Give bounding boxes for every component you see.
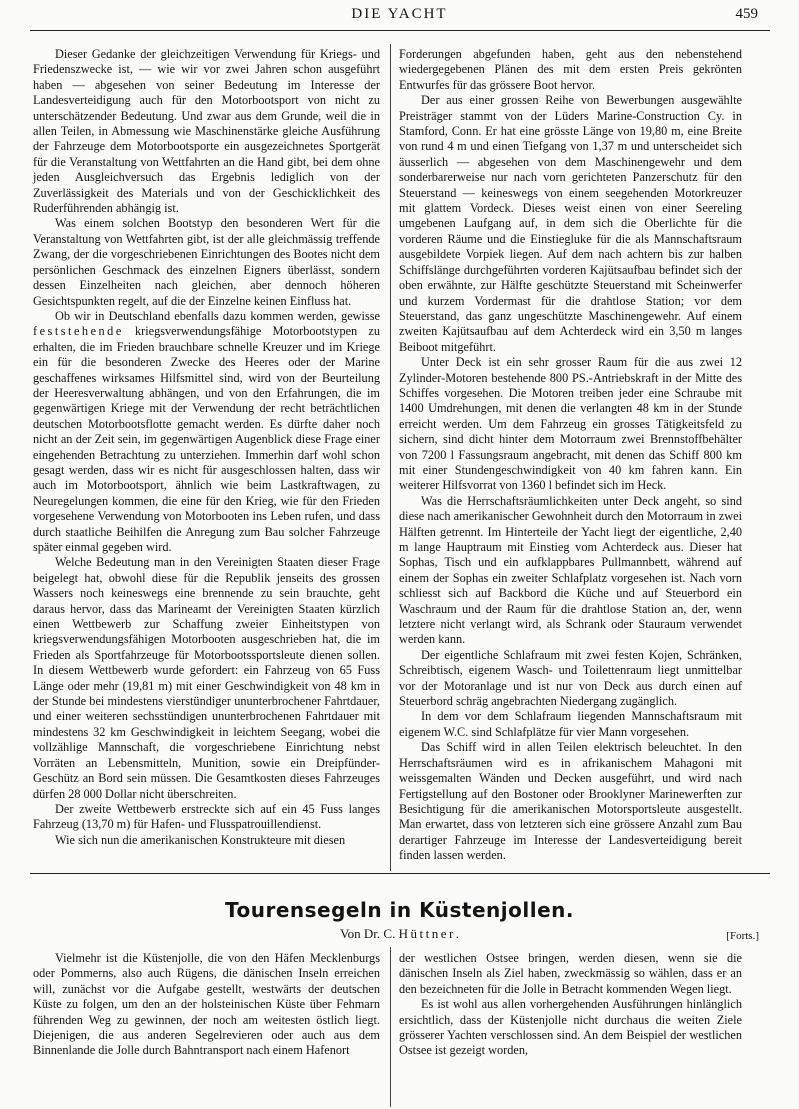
paragraph: In dem vor dem Schlafraum liegenden Mannschaftsraum mit eigenem W.C. sind Schlafplätze für vier Mann vorgesehen. [399,709,742,739]
text-run: Ob wir in Deutschland ebenfalls dazu kommen werden, gewisse [55,308,380,323]
paragraph: Der eigentliche Schlafraum mit zwei festen Kojen, Schränken, Schreibtisch, eigenem Wasch- und Toilettenraum liegt unmittelbar vor der Motoranlage und ist nur von Deck aus durch einen auf Steuerbord schräg angebrachten Niedergang zugänglich. [399,647,742,709]
paragraph: Forderungen abgefunden haben, geht aus den nebenstehend wiedergegebenen Plänen des mit dem ersten Preis gekrönten Entwurfes für das grössere Boot hervor. [399,47,742,92]
article1-left-column [33,47,380,848]
paragraph [33,309,380,556]
byline [0,926,799,942]
paragraph: Unter Deck ist ein sehr grosser Raum für die aus zwei 12 Zylinder-Motoren bestehende 800 PS.-Antriebskraft in der Mitte des Schiffes vorgesehen. Die Motoren treiben jeder eine Schraube mit 1400 Umdrehungen, mit denen die verlangten 48 km in der Stunde erreicht werden. Um dem Fahrzeug ein grosses Tätigkeitsfeld zu sichern, sind dicht hinter dem Motorraum zwei Brennstoffbehälter von 7200 l Fassungsraum angebracht, mit denen das Schiff 800 km mit einer Stundengeschwindigkeit von 40 km fahren kann. Ein weiterer Hilfsvorrat von 1360 l befindet sich im Heck. [399,355,742,493]
article2-right-column [399,951,742,1059]
spaced-emphasis: feststehende [33,324,124,339]
paragraph: Das Schiff wird in allen Teilen elektrisch beleuchtet. In den Herrschaftsräumen wird es in afrikanischem Mahagoni mit weissgemalten Wänden und Decken ausgeführt, und wird nach Fertigstellung auf den Bostoner oder Brooklyner Marinewerften zur Besichtigung für die amerikanischen Motorsportsleute ausgestellt. Man erwartet, dass von letzteren sich eine grössere Anzahl zum Bau derartiger Fahrzeuge im Interesse der Landesverteidigung bereit finden lassen werden. [399,740,742,863]
page-header [0,6,799,28]
article1-right-column [399,47,742,864]
column-divider [390,947,391,1107]
journal-title: DIE YACHT [351,6,448,22]
header-rule [30,30,770,31]
paragraph: Es ist wohl aus allen vorhergehenden Ausführungen hinlänglich ersichtlich, dass der Küstenjolle nicht durchaus die weiten Ziele grösserer Yachten verschlossen sind. An dem Beispiel der westlichen Ostsee ist gezeigt worden, [399,997,742,1058]
paragraph: Der aus einer grossen Reihe von Bewerbungen ausgewählte Preisträger stammt von der Lüders Marine-Construction Cy. in Stamford, Conn. Er hat eine grösste Länge von 19,80 m, eine Breite von rund 4 m und einen Tiefgang von 1,37 m und unterscheidet sich äusserlich — abgesehen von dem Maschinengewehr und dem sonderbarerweise nur nach vorn gerichteten Panzerschutz für den Steuerstand — keineswegs von einem seegehenden Motorkreuzer mit glattem Vordeck. Dieses weist einen von einer Seereling umgebenen Laufgang auf, in dem sich die Oberlichte für die vorderen Räume und die Einstiegluke für die als Mannschaftsraum ausgebildete Vorpiek liegen. Auf dem nach achtern bis zur halben Schiffslänge durchgeführten vorderen Kajütsaufbau befindet sich der oben erwähnte, zur Hälfte geschützte Steuerstand mit Scheinwerfer und kurzem Vordermast für die drahtlose Station; vor dem Steuerstand, das ganz ungeschützte Maschinengewehr. Auf einem zweiten Kajütsaufbau auf dem Achterdeck wird ein 3,50 m langes Beiboot mitgeführt. [399,93,742,354]
column-divider [390,44,391,871]
article-title: Tourensegeln in Küstenjollen. [225,898,574,922]
text-run: kriegsverwendungsfähige Motorbootstypen zu erhalten, die im Frieden brauchbare schnelle Kreuzer und im Kriege ein für die besonderen Zwecke des Heeres oder der Marine geschaffenes wirksames Hilfsmittel sind, wird von der Beurteilung der Heeresverwaltung abhängen, und von den Erfahrungen, die im gegenwärtigen Kriege mit der Verwendung der recht beträchtlichen deutschen Motorbootsflotte gemacht werden. Es dürfte daher noch nicht an der Zeit sein, im gegenwärtigen Augenblick diese Frage einer eingehenden Betrachtung zu unterziehen. Immerhin darf wohl schon gesagt werden, dass wir es nicht für ausgeschlossen halten, dass wir auch im Motorbootsport, ähnlich wie beim Lastkraftwagen, zu Neuregelungen kommen, die eine für den Krieg, wie für den Frieden vorgesehene Verwendung von Motorbooten ins Leben rufen, und dass durch staatliche Beihilfen die Anregung zum Bau solcher Fahrzeuge später einmal gegeben wird. [33,324,380,554]
byline-prefix: Von Dr. C. [339,926,399,941]
section-divider [30,873,770,874]
paragraph: Dieser Gedanke der gleichzeitigen Verwendung für Kriegs- und Friedenszwecke ist, — wie wir vor zwei Jahren schon ausgeführt haben — abgesehen von seiner Bedeutung im Interesse der Landesverteidigung auch für den Motorbootsport von nicht zu unterschätzender Bedeutung. Und zwar aus dem Grunde, weil die in allen Teilen, in Abmessung wie Maschinenstärke gleiche Ausführung der Fahrzeuge dem Motorbootsporte ein ausgezeichnetes Sportgerät für die Veranstaltung von Wettfahrten an die Hand gibt, bei dem ohne jeden Ausgleichversuch das Ergebnis lediglich von der Zuverlässigkeit des Materials und von der Geschicklichkeit des Ruderführenden abhängig ist. [33,47,380,216]
byline-author: Hüttner [398,926,456,941]
paragraph: Was einem solchen Bootstyp den besonderen Wert für die Veranstaltung von Wettfahrten gibt, ist der alle gleichmässig treffende Zwang, der die vorgeschriebenen Einrichtungen des Bootes nicht dem persönlichen Geschmack des einzelnen Eigners überlässt, sondern dessen Einzelheiten nach gleichen, aber dennoch höheren Gesichtspunkten regelt, auf die der Einzelne keinen Einfluss hat. [33,216,380,308]
paragraph: Was die Herrschaftsräumlichkeiten unter Deck angeht, so sind diese nach amerikanischer Gewohnheit durch den Motorraum in zwei Hälften getrennt. Im Hinterteile der Yacht liegt der eigentliche, 2,40 m lange Hauptraum mit Einstieg vom Achterdeck aus. Dieser hat Sophas, Tisch und ein aufklappbares Pullmannbett, während auf einem der Sophas ein zweiter Schlafplatz vorgesehen ist. Nach vorn schliesst sich auf Backbord die Küche und auf Steuerbord ein Waschraum und der Raum für die drahtlose Station an, der, wenn letztere nicht verlangt wird, als Schrank oder Stauraum verwendet werden kann. [399,493,742,647]
paragraph: der westlichen Ostsee bringen, werden diesen, wenn sie die dänischen Inseln als Ziel haben, zweckmässig so wählen, dass er an den bezeichneten für die Jolle in Betracht kommenden Wegen liegt. [399,951,742,996]
paragraph: Der zweite Wettbewerb erstreckte sich auf ein 45 Fuss langes Fahrzeug (13,70 m) für Hafen- und Flusspatrouillendienst. [33,801,380,832]
article2-left-column [33,951,380,1059]
paragraph: Vielmehr ist die Küstenjolle, die von den Häfen Mecklenburgs oder Pommerns, also auch Rügens, die dänischen Inseln erreichen will, zunächst vor die Aufgabe gestellt, westwärts der deutschen Küste zu folgen, um den an der holsteinischen Küste über Fehmarn führenden Weg zu gewinnen, der noch am weitesten östlich liegt. Diejenigen, die aus anderen Segelrevieren oder auch aus dem Binnenlande die Jolle durch Bahntransport nach einem Hafenort [33,951,380,1058]
continued-marker: [Forts.] [726,930,759,942]
byline-suffix: . [455,926,460,941]
paragraph: Wie sich nun die amerikanischen Konstrukteure mit diesen [55,832,346,847]
paragraph: Welche Bedeutung man in den Vereinigten Staaten dieser Frage beigelegt hat, obwohl diese für die Republik jenseits des grossen Wassers noch keineswegs eine brennende zu sein brauchte, geht daraus hervor, dass das Marineamt der Vereinigten Staaten kürzlich einen Wettbewerb zur Schaffung zweier Einheitstypen von kriegsverwendungsfähigen Motorbooten ausgeschrieben hat, die im Frieden als Sportfahrzeuge für Motorbootssportsleute dienen sollen. In diesem Wettbewerb wurde gefordert: ein Fahrzeug von 65 Fuss Länge oder mehr (19,81 m) mit einer Geschwindigkeit von 48 km in der Stunde bei mindestens vierstündiger ununterbrochener Fahrtdauer, und einer weiteren sechsstündigen ununterbrochenen Fahrtdauer mit mindestens 32 km Geschwindigkeit in leichtem Seegang, wobei die vollzählige Mannschaft, die vorgeschriebene Einrichtung nebst Vorräten an Lebensmitteln, Munition, sowie ein Dreipfünder-Geschütz an Bord sein müssen. Die Gesamtkosten dieses Fahrzeuges dürfen 28 000 Dollar nicht überschreiten. [33,555,380,801]
page-number: 459 [735,6,758,22]
